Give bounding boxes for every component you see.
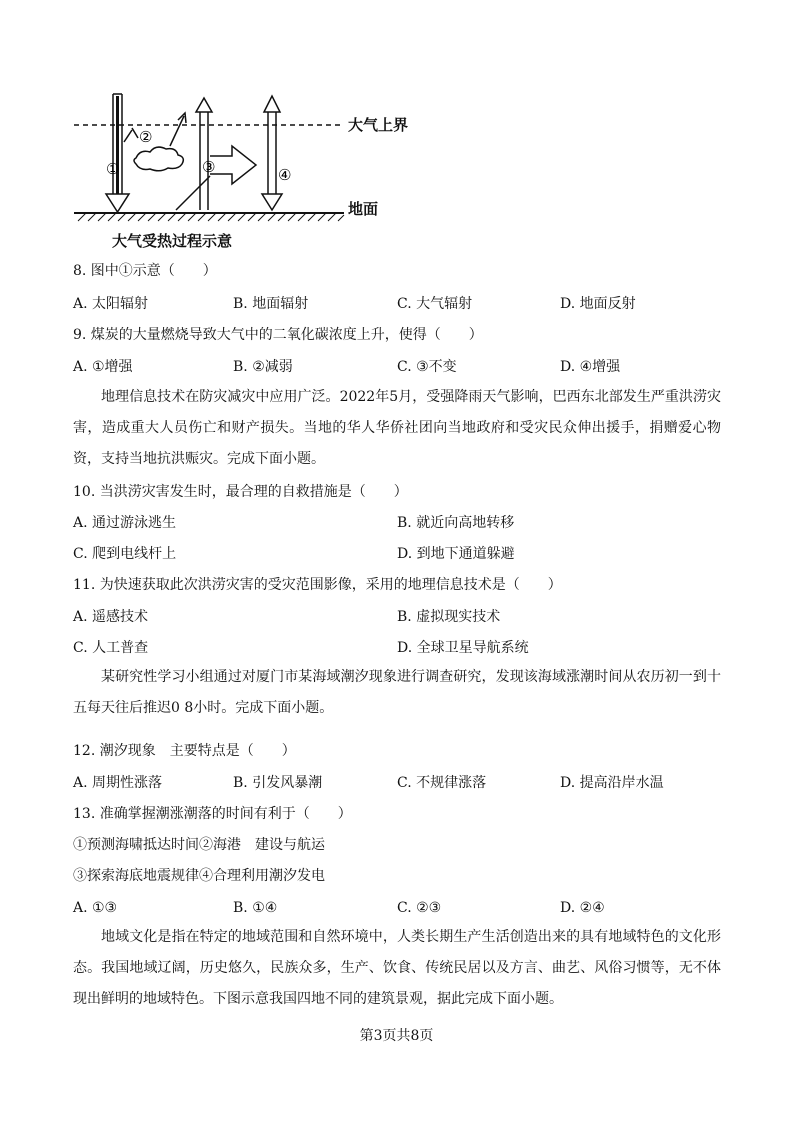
- q8-option-d[interactable]: D. 地面反射: [560, 296, 636, 312]
- label-atmosphere-top: 大气上界: [348, 116, 409, 134]
- q12-option-d[interactable]: D. 提高沿岸水温: [560, 775, 664, 791]
- label-ground: 地面: [348, 200, 379, 218]
- cloud-shape: [134, 147, 183, 171]
- q13-option-c[interactable]: C. ②③: [397, 900, 442, 916]
- passage-tide: 某研究性学习小组通过对厦门市某海域潮汐现象进行调查研究，发现该海域涨潮时间从农历初一到十五每天往后推迟0 8小时。完成下面小题。: [73, 669, 721, 716]
- q9-option-d[interactable]: D. ④增强: [560, 359, 621, 375]
- atmosphere-heating-diagram: [72, 90, 432, 259]
- q12-stem: 12. 潮汐现象 主要特点是（ ）: [73, 743, 296, 759]
- q10-stem: 10. 当洪涝灾害发生时，最合理的自救措施是（ ）: [73, 484, 408, 500]
- arrow-2-reflection: [124, 113, 186, 146]
- arrow-3-ground-radiation: [176, 98, 256, 210]
- q13-statements-2: ③探索海底地震规律④合理利用潮汐发电: [73, 868, 325, 884]
- q12-option-a[interactable]: A. 周期性涨落: [73, 775, 163, 791]
- q9-option-a[interactable]: A. ①增强: [73, 359, 133, 375]
- q11-option-c[interactable]: C. 人工普查: [73, 640, 149, 656]
- passage-regional-culture: 地域文化是指在特定的地域范围和自然环境中，人类长期生产生活创造出来的具有地域特色的文化形态。我国地域辽阔，历史悠久，民族众多，生产、饮食、传统民居以及方言、曲艺、风俗习惯等，无不体现出鲜明的地域特色。下图示意我国四地不同的建筑景观，据此完成下面小题。: [73, 929, 721, 1007]
- arrow-1-solar-radiation: [106, 94, 129, 212]
- q10-option-b[interactable]: B. 就近向高地转移: [397, 515, 515, 531]
- q13-option-b[interactable]: B. ①④: [233, 900, 278, 916]
- q9-stem: 9. 煤炭的大量燃烧导致大气中的二氧化碳浓度上升，使得（ ）: [73, 327, 483, 343]
- figure-caption: 大气受热过程示意: [112, 232, 233, 250]
- marker-2: ②: [139, 128, 153, 146]
- q8-option-a[interactable]: A. 太阳辐射: [73, 296, 149, 312]
- passage-flood: 地理信息技术在防灾减灾中应用广泛。2022年5月，受强降雨天气影响，巴西东北部发生严重洪涝灾害，造成重大人员伤亡和财产损失。当地的华人华侨社团向当地政府和受灾民众伸出援手，捐赠爱心物资，支持当地抗洪赈灾。完成下面小题。: [73, 389, 721, 467]
- q13-option-d[interactable]: D. ②④: [560, 900, 605, 916]
- marker-4: ④: [278, 166, 292, 184]
- q11-option-b[interactable]: B. 虚拟现实技术: [397, 609, 501, 625]
- q11-option-a[interactable]: A. 遥感技术: [73, 609, 149, 625]
- q10-option-d[interactable]: D. 到地下通道躲避: [397, 546, 515, 562]
- q8-option-b[interactable]: B. 地面辐射: [233, 296, 309, 312]
- marker-3: ③: [202, 158, 216, 176]
- q13-stem: 13. 准确掌握潮涨潮落的时间有利于（ ）: [73, 806, 352, 822]
- q12-option-c[interactable]: C. 不规律涨落: [397, 775, 487, 791]
- q8-option-c[interactable]: C. 大气辐射: [397, 296, 473, 312]
- ground-hatching: [78, 213, 344, 221]
- page-number: 第3页共8页: [359, 1028, 434, 1044]
- q12-option-b[interactable]: B. 引发风暴潮: [233, 775, 323, 791]
- q13-statements-1: ①预测海啸抵达时间②海港 建设与航运: [73, 837, 325, 853]
- q9-option-c[interactable]: C. ③不变: [397, 359, 457, 375]
- q8-stem: 8. 图中①示意（ ）: [73, 263, 217, 279]
- q10-option-c[interactable]: C. 爬到电线杆上: [73, 546, 177, 562]
- q9-option-b[interactable]: B. ②减弱: [233, 359, 293, 375]
- q13-option-a[interactable]: A. ①③: [73, 900, 118, 916]
- marker-1: ①: [106, 160, 120, 178]
- q10-option-a[interactable]: A. 通过游泳逃生: [73, 515, 177, 531]
- q11-stem: 11. 为快速获取此次洪涝灾害的受灾范围影像，采用的地理信息技术是（ ）: [73, 577, 562, 593]
- arrow-4-atmospheric-radiation: [262, 96, 282, 210]
- q11-option-d[interactable]: D. 全球卫星导航系统: [397, 640, 529, 656]
